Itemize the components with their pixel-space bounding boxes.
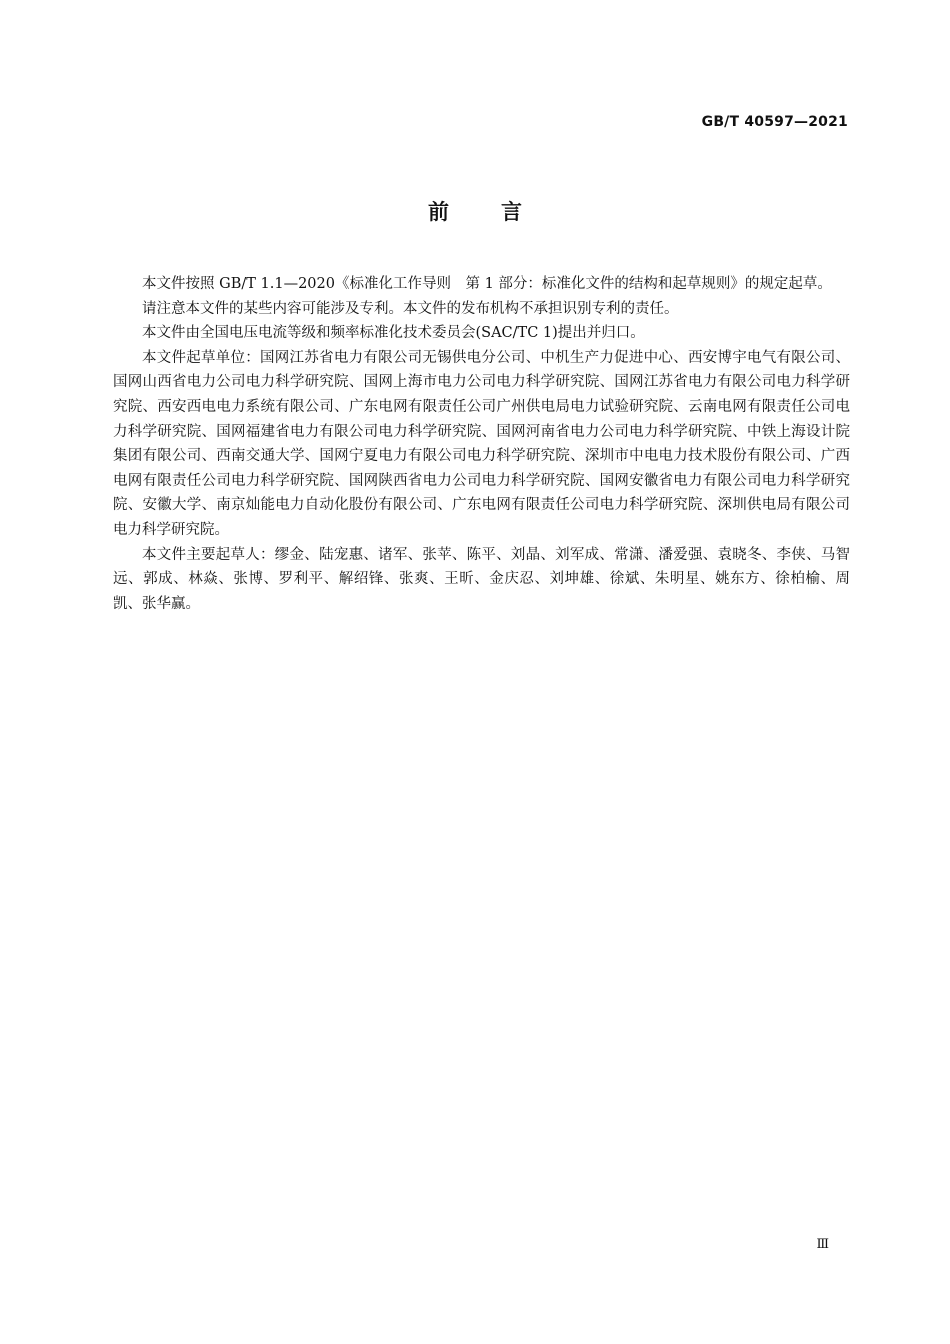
page-title: [0, 196, 950, 226]
paragraph-drafters: 本文件主要起草人：缪金、陆宠惠、诸军、张苹、陈平、刘晶、刘军成、常潇、潘爱强、袁晓冬、李侠、马智远、郭成、林焱、张博、罗利平、解绍锋、张爽、王昕、金庆忍、刘坤雄、徐斌、朱明星、姚东方、徐柏榆、周凯、张华赢。: [113, 546, 850, 612]
page-title-part1: 前: [428, 200, 449, 224]
page-number: Ⅲ: [816, 1237, 829, 1252]
paragraph-drafting-units: 本文件起草单位：国网江苏省电力有限公司无锡供电分公司、中机生产力促进中心、西安博宇电气有限公司、国网山西省电力公司电力科学研究院、国网上海市电力公司电力科学研究院、国网江苏省电力有限公司电力科学研究院、西安西电电力系统有限公司、广东电网有限责任公司广州供电局电力试验研究院、云南电网有限责任公司电力科学研究院、国网福建省电力有限公司电力科学研究院、国网河南省电力公司电力科学研究院、中铁上海设计院集团有限公司、西南交通大学、国网宁夏电力有限公司电力科学研究院、深圳市中电电力技术股份有限公司、广西电网有限责任公司电力科学研究院、国网陕西省电力公司电力科学研究院、国网安徽省电力有限公司电力科学研究院、安徽大学、南京灿能电力自动化股份有限公司、广东电网有限责任公司电力科学研究院、深圳供电局有限公司电力科学研究院。: [113, 349, 850, 538]
standard-number: GB/T 40597—2021: [701, 114, 848, 130]
foreword-body: [113, 272, 850, 616]
paragraph-proposer: 本文件由全国电压电流等级和频率标准化技术委员会(SAC/TC 1)提出并归口。: [142, 325, 645, 342]
page-title-part2: 言: [501, 200, 522, 224]
paragraph-drafting-rules: 本文件按照 GB/T 1.1—2020《标准化工作导则 第 1 部分：标准化文件的结构和起草规则》的规定起草。: [142, 276, 832, 292]
paragraph-patent-notice: 请注意本文件的某些内容可能涉及专利。本文件的发布机构不承担识别专利的责任。: [142, 300, 679, 317]
